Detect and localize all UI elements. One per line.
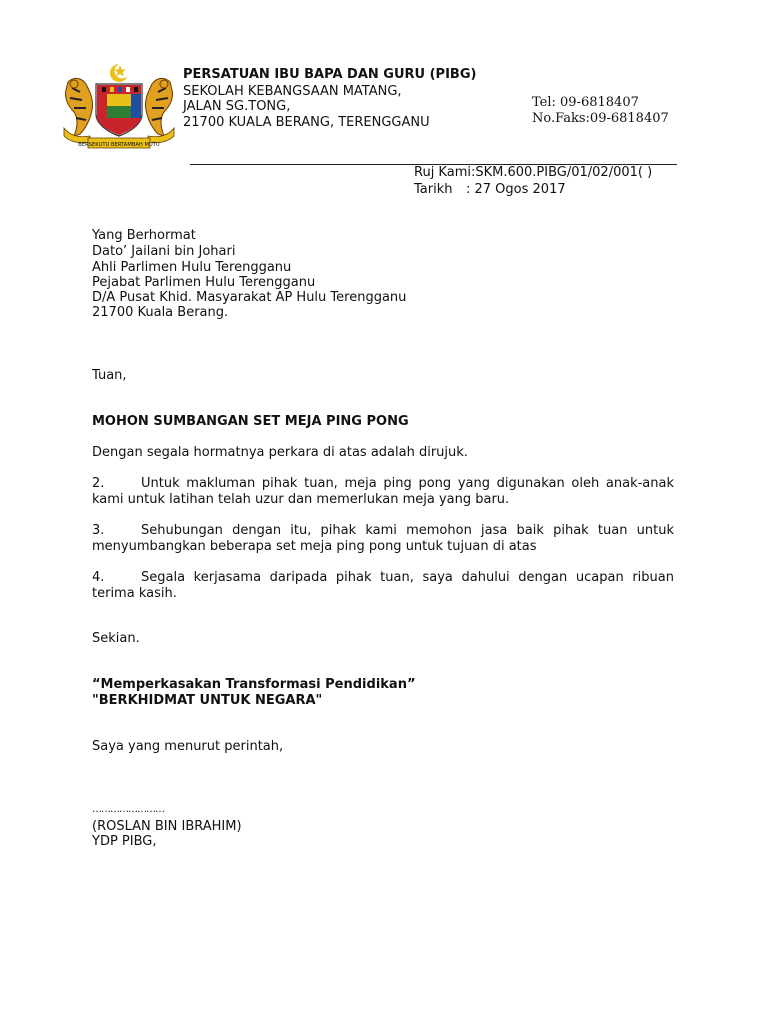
svg-text:BERSEKUTU BERTAMBAH MUTU: BERSEKUTU BERTAMBAH MUTU: [78, 142, 160, 148]
coat-of-arms-logo: [60, 62, 178, 150]
address-line-1: SEKOLAH KEBANGSAAN MATANG,: [183, 84, 402, 99]
recipient-line-5: D/A Pusat Khid. Masyarakat AP Hulu Terengganu: [92, 290, 407, 305]
signer-name: (ROSLAN BIN IBRAHIM): [92, 819, 242, 834]
recipient-line-2: Dato’ Jailani bin Johari: [92, 244, 236, 259]
address-line-2: JALAN SG.TONG,: [183, 99, 291, 114]
signature-line: ……………………: [92, 804, 164, 815]
salutation: Tuan,: [92, 368, 127, 383]
slogan-line-2: "BERKHIDMAT UNTUK NEGARA": [92, 693, 323, 708]
date-value: : 27 Ogos 2017: [466, 182, 566, 197]
paragraph-4-number: 4.: [92, 570, 105, 585]
intro-paragraph: Dengan segala hormatnya perkara di atas adalah dirujuk.: [92, 445, 468, 460]
closing-phrase: Saya yang menurut perintah,: [92, 739, 284, 754]
organization-name: PERSATUAN IBU BAPA DAN GURU (PIBG): [183, 67, 477, 82]
slogan-line-1: “Memperkasakan Transformasi Pendidikan”: [92, 677, 416, 692]
recipient-line-4: Pejabat Parlimen Hulu Terengganu: [92, 275, 316, 290]
telephone-number: Tel: 09-6818407: [532, 95, 639, 110]
recipient-line-3: Ahli Parlimen Hulu Terengganu: [92, 260, 292, 275]
paragraph-4-text: Segala kerjasama daripada pihak tuan, saya dahului dengan ucapan ribuan terima kasih.: [92, 570, 674, 601]
address-line-3: 21700 KUALA BERANG, TERENGGANU: [183, 115, 430, 130]
letter-subject: MOHON SUMBANGAN SET MEJA PING PONG: [92, 414, 409, 429]
paragraph-4: [92, 570, 674, 602]
fax-number: No.Faks:09-6818407: [532, 111, 669, 126]
paragraph-3-number: 3.: [92, 523, 105, 538]
paragraph-2: [92, 476, 674, 508]
closing-sekian: Sekian.: [92, 631, 140, 646]
paragraph-2-text: Untuk makluman pihak tuan, meja ping pong yang digunakan oleh anak-anak kami untuk latihan telah uzur dan memerlukan meja yang baru.: [92, 476, 674, 507]
signer-title: YDP PIBG,: [92, 834, 157, 849]
recipient-line-6: 21700 Kuala Berang.: [92, 305, 229, 320]
reference-number: Ruj Kami:SKM.600.PIBG/01/02/001( ): [414, 165, 653, 180]
paragraph-3-text: Sehubungan dengan itu, pihak kami memohon jasa baik pihak tuan untuk menyumbangkan beberapa set meja ping pong untuk tujuan di atas: [92, 523, 674, 554]
paragraph-3: [92, 523, 674, 555]
paragraph-2-number: 2.: [92, 476, 105, 491]
recipient-line-1: Yang Berhormat: [92, 228, 196, 243]
date-label: Tarikh: [414, 182, 453, 197]
